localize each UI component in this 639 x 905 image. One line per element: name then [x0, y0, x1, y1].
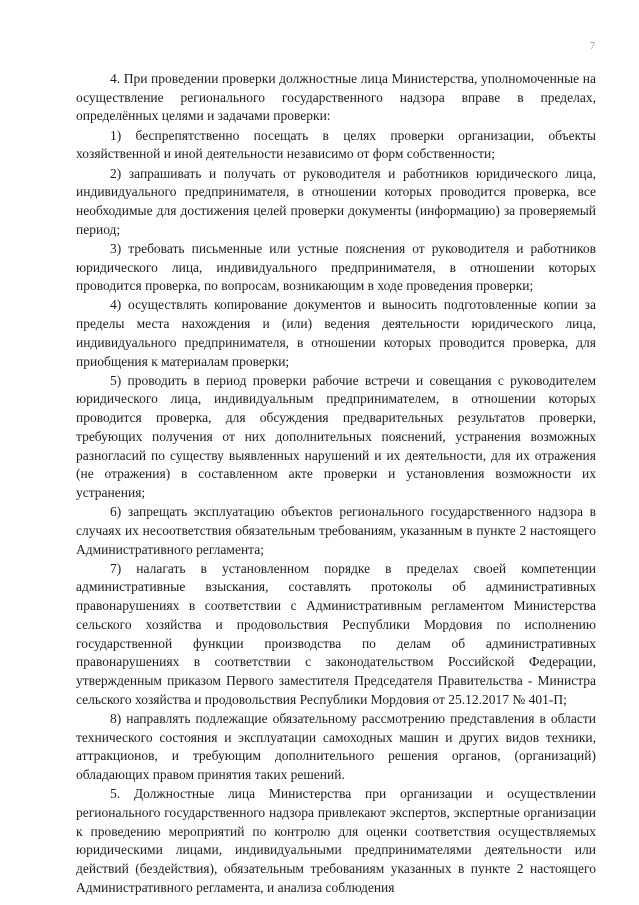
page-number: 7	[590, 41, 595, 52]
paragraph-item-4: 4) осуществлять копирование документов и выносить подготовленные копии за пределы места нахождения и (или) ведения деятельности юридического лица, индивидуального предпринимателя, в отношении которых проводится проверка, для приобщения к материалам проверки;	[76, 297, 596, 369]
paragraph-clause-4: 4. При проведении проверки должностные лица Министерства, уполномоченные на осуществление регионального государственного надзора вправе в пределах, определённых целями и задачами проверки:	[76, 71, 596, 124]
document-body	[76, 70, 596, 897]
paragraph-item-3: 3) требовать письменные или устные пояснения от руководителя и работников юридического лица, индивидуального предпринимателя, в отношении которых проводится проверка, по вопросам, возникающим в ходе проведения проверки;	[76, 240, 596, 294]
paragraph-item-5: 5) проводить в период проверки рабочие встречи и совещания с руководителем юридического лица, индивидуальным предпринимателем, в отношении которых проводится проверка, для обсуждения предварительных результатов проверки, требующих получения от них дополнительных пояснений, устранения возможных разногласий по существу выявленных нарушений и их деятельности, для их отражения (не отражения) в составленном акте проверки и установления возможности их устранения;	[76, 372, 596, 500]
paragraph-item-2: 2) запрашивать и получать от руководителя и работников юридического лица, индивидуального предпринимателя, в отношении которых проводится проверка, все необходимые для достижения целей проверки документы (информацию) за проверяемый период;	[76, 165, 596, 237]
paragraph-item-6: 6) запрещать эксплуатацию объектов регионального государственного надзора в случаях их несоответствия обязательным требованиям, указанным в пункте 2 настоящего Административного регламента;	[76, 504, 596, 557]
paragraph-item-8: 8) направлять подлежащие обязательному рассмотрению представления в области технического состояния и эксплуатации самоходных машин и других видов техники, аттракционов, и требующим дополнительного решения органов, (организаций) обладающих правом принятия таких решений.	[76, 710, 596, 783]
paragraph-item-1: 1) беспрепятственно посещать в целях проверки организации, объекты хозяйственной и иной деятельности независимо от форм собственности;	[76, 127, 596, 162]
paragraph-clause-5: 5. Должностные лица Министерства при организации и осуществлении регионального государственного надзора привлекают экспертов, экспертные организации к проведению мероприятий по контролю для оценки соответствия осуществляемых юридическими лицами, индивидуальными предпринимателями деятельности или действий (бездействия), обязательным требованиям указанных в пункте 2 настоящего Административного регламента, и анализа соблюдения	[76, 786, 596, 895]
paragraph-item-7: 7) налагать в установленном порядке в пределах своей компетенции административные взыскания, составлять протоколы об административных правонарушениях в соответствии с Административным регламентом Министерства сельского хозяйства и продовольствия Республики Мордовия по исполнению государственной функции производства по делам об административных правонарушениях в соответствии с законодательством Российской Федерации, утвержденным приказом Первого заместителя Председателя Правительства - Министра сельского хозяйства и продовольствия Республики Мордовия от 25.12.2017 № 401-П;	[76, 560, 596, 707]
